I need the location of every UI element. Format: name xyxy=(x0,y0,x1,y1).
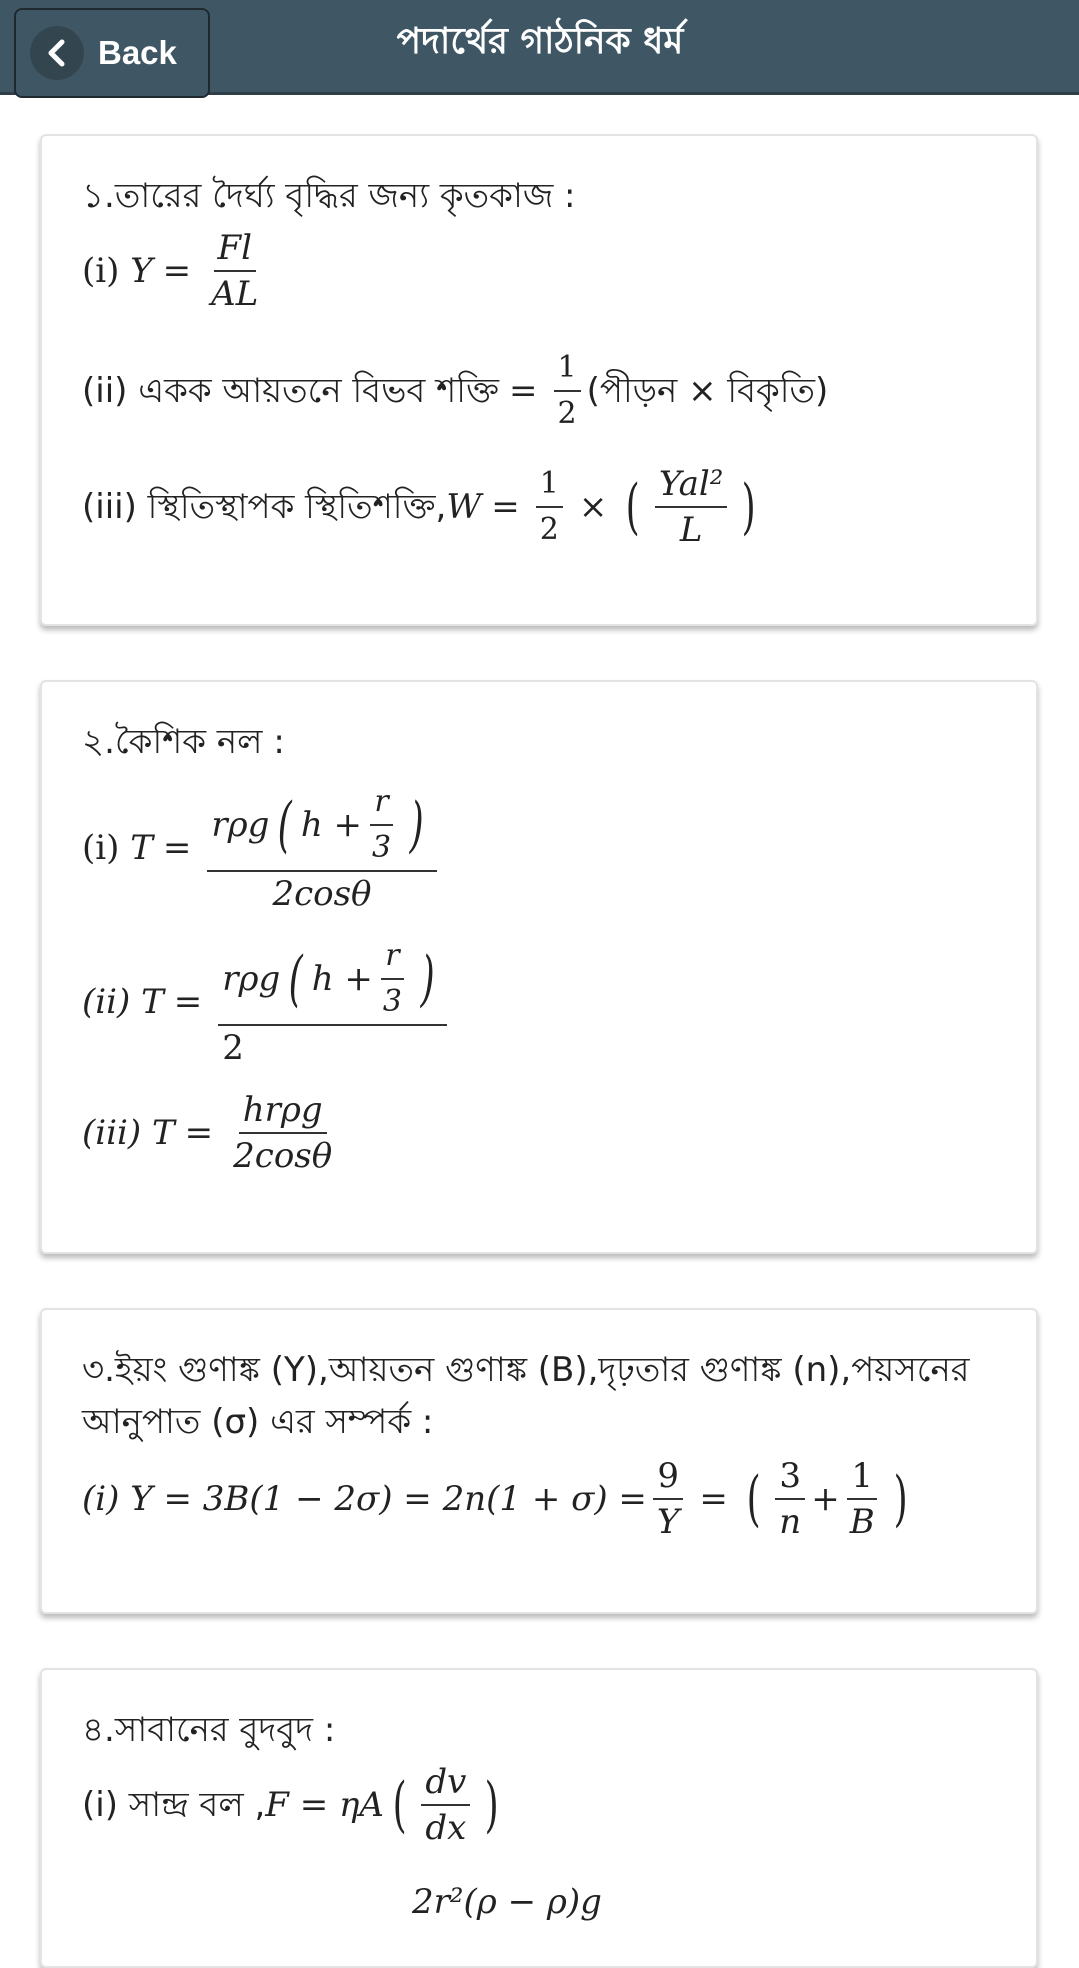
math-var: W xyxy=(446,487,482,527)
formula-line: (ii) একক আয়তনে বিভব শক্তি = $\frac{1}{2}$ (পীড়ন × বিকৃতি) xyxy=(82,348,996,434)
formula-line: (ii) T = rρg ( h + $\frac{r}{3}$ ) 2 xyxy=(82,936,996,1068)
formula-line: (iii) স্থিতিস্থাপক স্থিতিশক্তি, W = $\frac{1}{2}$ × ( $\frac{\text{Yal²}}{L}$ ) xyxy=(82,464,757,550)
math-var: Y xyxy=(130,251,153,291)
numerator: 1 xyxy=(847,1456,877,1500)
formula-index: (ii) xyxy=(82,982,131,1022)
numerator: rρg ( h + $\frac{r}{3}$ ) xyxy=(207,782,436,872)
formula-card-1 xyxy=(40,134,1038,626)
denominator: Y xyxy=(656,1502,680,1542)
fraction xyxy=(846,1456,879,1542)
back-button-label: Back xyxy=(98,34,177,71)
formula-line: (iii) T = $\frac{\text{hrρg}}{2\cos\theta}$ xyxy=(82,1090,996,1176)
formula-index: (i) xyxy=(82,1479,120,1519)
chevron-left-icon xyxy=(30,26,84,80)
formula-text: (পীড়ন × বিকৃতি) xyxy=(586,371,829,411)
fraction xyxy=(653,1456,683,1542)
math-expression: F = ηA xyxy=(265,1785,384,1825)
denominator: 2 xyxy=(539,512,559,547)
denominator: 3 xyxy=(372,830,392,865)
math-term: h + xyxy=(311,959,373,999)
numerator: 9 xyxy=(653,1456,683,1500)
math-var: T xyxy=(151,1113,175,1153)
formula-card-3 xyxy=(40,1308,1038,1614)
formula-text: (iii) স্থিতিস্থাপক স্থিতিশক্তি, xyxy=(82,487,447,527)
fraction xyxy=(229,1090,336,1176)
formula-text: (i) সান্দ্র বল , xyxy=(82,1785,266,1825)
formula-line: (i) T = rρg ( h + $\frac{r}{3}$ ) 2cosθ xyxy=(82,782,996,914)
card-heading: ৩.ইয়ং গুণাঙ্ক (Y),আয়তন গুণাঙ্ক (B),দৃঢ়তার গুণাঙ্ক (n),পয়সনের আনুপাত (σ) এর সম্পর্ক : xyxy=(82,1350,970,1442)
fraction xyxy=(536,464,563,550)
denominator: 3 xyxy=(382,984,403,1019)
formula-index: (i) xyxy=(82,251,120,291)
fraction xyxy=(775,1456,805,1542)
formula-line-partial: 2r²(ρ − ρ)g xyxy=(412,1882,602,1922)
denominator: dx xyxy=(425,1808,467,1848)
denominator: 2 xyxy=(222,1028,244,1068)
numerator: Fl xyxy=(214,228,256,272)
formula-index: (iii) xyxy=(82,1113,142,1153)
numerator: 1 xyxy=(554,348,581,392)
numerator: Yal² xyxy=(655,464,728,508)
numerator: 3 xyxy=(775,1456,805,1500)
fraction xyxy=(218,936,447,1068)
denominator: 2cosθ xyxy=(233,1136,333,1176)
denominator: n xyxy=(779,1502,802,1542)
numerator: r xyxy=(381,936,403,980)
numerator: hrρg xyxy=(239,1090,327,1134)
fraction xyxy=(655,464,728,550)
denominator: AL xyxy=(211,274,259,314)
numerator: r xyxy=(370,782,392,826)
formula-line: (i) Y = 3B(1 − 2σ) = 2n(1 + σ) = $\frac{9}{Y}$ = ( $\frac{3}{n}$ + $\frac{1}{B}$ ) xyxy=(82,1456,908,1542)
math-term: rρg xyxy=(222,959,281,999)
denominator: B xyxy=(849,1502,875,1542)
math-term: h + xyxy=(300,805,363,845)
math-var: T xyxy=(130,828,153,868)
math-expression: Y = 3B(1 − 2σ) = 2n(1 + σ) = xyxy=(130,1479,647,1519)
fraction xyxy=(554,348,581,434)
page-title: পদার্থের গাঠনিক ধর্ম xyxy=(396,21,684,62)
fraction xyxy=(207,782,436,914)
math-var: T xyxy=(141,982,164,1022)
top-app-bar xyxy=(0,0,1079,95)
formula-card-4 xyxy=(40,1668,1038,1968)
denominator: 2 xyxy=(557,396,577,431)
formula-index: (i) xyxy=(82,828,120,868)
formula-card-2 xyxy=(40,680,1038,1254)
numerator: 1 xyxy=(536,464,563,508)
fraction xyxy=(421,1762,470,1848)
fraction xyxy=(207,228,262,314)
formula-line: (i) সান্দ্র বল , F = ηA ( $\frac{dv}{dx}$ ) xyxy=(82,1762,500,1848)
denominator: 2cosθ xyxy=(272,874,372,914)
card-heading: ৪.সাবানের বুদবুদ : xyxy=(82,1710,336,1750)
card-heading: ২.কৈশিক নল : xyxy=(82,722,285,762)
numerator: rρg ( h + $\frac{r}{3}$ ) xyxy=(218,936,447,1026)
numerator: dv xyxy=(421,1762,470,1806)
formula-line: (i) Y = $\frac{Fl}{AL}$ xyxy=(82,228,996,314)
formula-text: (ii) একক আয়তনে বিভব শক্তি xyxy=(82,371,500,411)
denominator: L xyxy=(679,510,703,550)
card-heading: ১.তারের দৈর্ঘ্য বৃদ্ধির জন্য কৃতকাজ : xyxy=(82,176,576,216)
math-term: rρg xyxy=(211,805,270,845)
back-button[interactable] xyxy=(14,8,210,98)
